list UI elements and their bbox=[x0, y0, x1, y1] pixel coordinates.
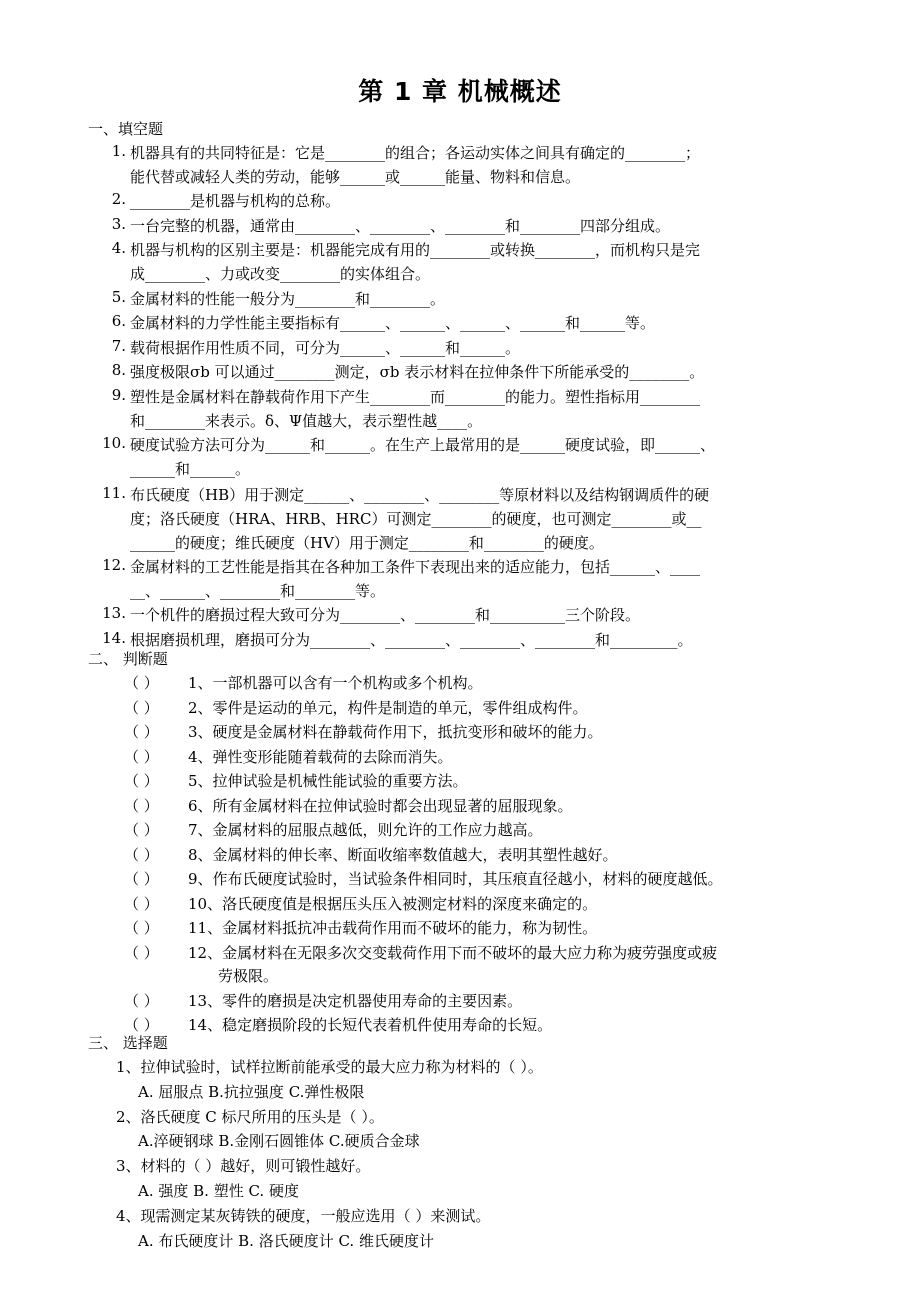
fill-question-text: 布氏硬度（HB）用于测定______、________、________等原材料以及结构钢调质件的硬 bbox=[130, 486, 710, 505]
answer-bracket: （ ） bbox=[124, 796, 159, 815]
fill-question-text: 载荷根据作用性质不同，可分为______、______和______。 bbox=[130, 338, 521, 357]
fill-question-text: 度；洛氏硬度（HRA、HRB、HRC）可测定________的硬度，也可测定________或__ bbox=[130, 510, 702, 528]
answer-bracket: （ ） bbox=[124, 698, 159, 717]
true-false-statement: 2、零件是运动的单元，构件是制造的单元，零件组成构件。 bbox=[188, 698, 588, 717]
fill-question-text: 塑性是金属材料在静载荷作用下产生________而________的能力。塑性指标用________ bbox=[130, 388, 701, 406]
fill-question-number: 3. bbox=[111, 214, 126, 233]
choice-options: A.淬硬钢球 B.金刚石圆锥体 C.硬质合金球 bbox=[138, 1132, 420, 1151]
fill-question-text: 金属材料的力学性能主要指标有______、______、______、______和______等。 bbox=[130, 314, 656, 333]
fill-question-text: 金属材料的工艺性能是指其在各种加工条件下表现出来的适应能力，包括______、____ bbox=[130, 558, 701, 577]
fill-question-number: 2. bbox=[111, 190, 126, 209]
fill-question-text: 能代替或减轻人类的劳动，能够______或______能量、物料和信息。 bbox=[130, 167, 581, 186]
fill-question-text: 机器具有的共同特征是：它是________的组合；各运动实体之间具有确定的________； bbox=[130, 144, 701, 162]
fill-question-text: 成________、力或改变________的实体组合。 bbox=[130, 265, 431, 283]
answer-bracket: （ ） bbox=[124, 870, 159, 888]
true-false-statement: 劳极限。 bbox=[218, 967, 279, 986]
answer-bracket: （ ） bbox=[124, 894, 159, 913]
true-false-statement: 9、作布氏硬度试验时，当试验条件相同时，其压痕直径越小，材料的硬度越低。 bbox=[188, 870, 723, 888]
fill-question-number: 9. bbox=[111, 386, 126, 404]
answer-bracket: （ ） bbox=[124, 845, 159, 864]
fill-question-number: 10. bbox=[102, 434, 126, 453]
fill-question-number: 13. bbox=[102, 604, 126, 623]
fill-question-text: 金属材料的性能一般分为________和________。 bbox=[130, 289, 446, 308]
fill-question-text: 机器与机构的区别主要是：机器能完成有用的________或转换________，而机构只是完 bbox=[130, 241, 701, 260]
fill-question-text: ______的硬度；维氏硬度（HV）用于测定________和________的硬度。 bbox=[130, 533, 604, 552]
fill-question-text: ______和______。 bbox=[130, 459, 251, 478]
answer-bracket: （ ） bbox=[124, 821, 159, 839]
true-false-statement: 5、拉伸试验是机械性能试验的重要方法。 bbox=[188, 772, 468, 790]
true-false-statement: 4、弹性变形能随着载荷的去除而消失。 bbox=[188, 747, 453, 766]
fill-question-number: 11. bbox=[102, 484, 126, 503]
fill-question-number: 7. bbox=[111, 336, 126, 355]
true-false-statement: 7、金属材料的屈服点越低，则允许的工作应力越高。 bbox=[188, 821, 543, 839]
fill-question-text: 和________来表示。δ、Ψ值越大，表示塑性越____。 bbox=[130, 411, 483, 430]
fill-question-text: ________是机器与机构的总称。 bbox=[130, 192, 341, 211]
answer-bracket: （ ） bbox=[124, 919, 159, 937]
true-false-statement: 14、稳定磨损阶段的长短代表着机件使用寿命的长短。 bbox=[188, 1016, 553, 1035]
fill-question-number: 5. bbox=[111, 287, 126, 306]
choice-question: 1、拉伸试验时，试样拉断前能承受的最大应力称为材料的（ ）。 bbox=[116, 1058, 543, 1076]
true-false-statement: 1、一部机器可以含有一个机构或多个机构。 bbox=[188, 674, 483, 692]
answer-bracket: （ ） bbox=[124, 943, 159, 962]
section-fill-blank-heading: 一、填空题 bbox=[88, 120, 164, 138]
fill-question-text: 一个机件的磨损过程大致可分为________、________和__________三个阶段。 bbox=[130, 606, 641, 625]
choice-options: A. 屈服点 B.抗拉强度 C.弹性极限 bbox=[138, 1082, 365, 1101]
fill-question-text: 硬度试验方法可分为______和______。在生产上最常用的是______硬度试验，即______、 bbox=[130, 436, 716, 455]
true-false-statement: 11、金属材料抵抗冲击载荷作用而不破坏的能力，称为韧性。 bbox=[188, 919, 598, 937]
choice-question: 2、洛氏硬度 C 标尺所用的压头是（ ）。 bbox=[116, 1107, 384, 1126]
true-false-statement: 13、零件的磨损是决定机器使用寿命的主要因素。 bbox=[188, 991, 523, 1010]
fill-question-number: 6. bbox=[111, 312, 126, 331]
answer-bracket: （ ） bbox=[124, 747, 159, 766]
answer-bracket: （ ） bbox=[124, 1016, 159, 1035]
choice-options: A. 强度 B. 塑性 C. 硬度 bbox=[138, 1182, 299, 1200]
fill-question-number: 1. bbox=[111, 142, 126, 160]
section-multiple-choice-heading: 三、 选择题 bbox=[88, 1034, 168, 1052]
fill-question-text: 强度极限σb 可以通过________测定，σb 表示材料在拉伸条件下所能承受的________。 bbox=[130, 363, 705, 382]
section-true-false-heading: 二、 判断题 bbox=[88, 650, 168, 668]
fill-question-number: 8. bbox=[111, 361, 126, 380]
fill-question-number: 14. bbox=[102, 629, 126, 647]
fill-question-number: 4. bbox=[111, 239, 126, 258]
fill-question-number: 12. bbox=[102, 556, 126, 575]
choice-question: 4、现需测定某灰铸铁的硬度，一般应选用（ ）来测试。 bbox=[116, 1207, 491, 1226]
answer-bracket: （ ） bbox=[124, 772, 159, 790]
answer-bracket: （ ） bbox=[124, 723, 159, 741]
true-false-statement: 3、硬度是金属材料在静载荷作用下，抵抗变形和破坏的能力。 bbox=[188, 723, 603, 741]
true-false-statement: 12、金属材料在无限多次交变载荷作用下而不破坏的最大应力称为疲劳强度或疲 bbox=[188, 943, 718, 962]
choice-question: 3、材料的（ ）越好，则可锻性越好。 bbox=[116, 1157, 371, 1176]
true-false-statement: 8、金属材料的伸长率、断面收缩率数值越大，表明其塑性越好。 bbox=[188, 845, 618, 864]
true-false-statement: 10、洛氏硬度值是根据压头压入被测定材料的深度来确定的。 bbox=[188, 894, 598, 913]
choice-options: A. 布氏硬度计 B. 洛氏硬度计 C. 维氏硬度计 bbox=[138, 1231, 434, 1250]
answer-bracket: （ ） bbox=[124, 991, 159, 1010]
chapter-title: 第 1 章 机械概述 bbox=[358, 77, 562, 106]
fill-question-text: __、______、________和________等。 bbox=[130, 581, 386, 600]
fill-question-text: 一台完整的机器，通常由________、________、________和________四部分组成。 bbox=[130, 216, 671, 235]
true-false-statement: 6、所有金属材料在拉伸试验时都会出现显著的屈服现象。 bbox=[188, 796, 573, 815]
fill-question-text: 根据磨损机理，磨损可分为________、________、________、________和_________。 bbox=[130, 631, 693, 649]
answer-bracket: （ ） bbox=[124, 674, 159, 692]
